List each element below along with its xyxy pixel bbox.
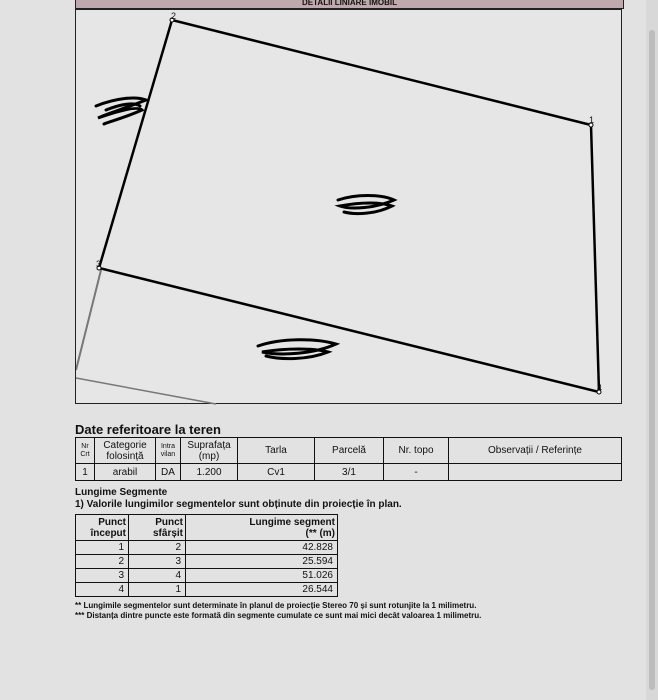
- col-length: [186, 515, 338, 541]
- redaction-scribble-bottom: [258, 340, 336, 359]
- col-suprafata: [181, 438, 238, 464]
- land-data-table: [75, 437, 622, 481]
- redaction-scribble-center: [338, 196, 394, 214]
- vertical-scrollbar[interactable]: [646, 0, 658, 700]
- cell-end: 3: [129, 555, 186, 569]
- cell-parcela: 3/1: [315, 464, 384, 481]
- cell-suprafata: 1.200: [181, 464, 238, 481]
- cell-intravilan: DA: [156, 464, 181, 481]
- vertex-label-4: 4: [597, 383, 603, 393]
- cell-end: 1: [129, 583, 186, 597]
- table-header-row: [76, 438, 622, 464]
- cell-nr-crt: 1: [76, 464, 95, 481]
- table-row: [76, 464, 622, 481]
- vertex-label-3: 3: [96, 259, 102, 269]
- segments-title: Lungime Segmente: [75, 487, 168, 498]
- col-length-line1: Lungime segment: [249, 516, 335, 528]
- col-end-line1: Punct: [155, 516, 183, 528]
- col-intravilan: [156, 438, 181, 464]
- cell-tarla: Cv1: [238, 464, 315, 481]
- cell-end: 4: [129, 569, 186, 583]
- col-start-line1: Punct: [98, 516, 126, 528]
- col-nr-crt: [76, 438, 95, 464]
- cell-length: 25.594: [186, 555, 338, 569]
- col-parcela: Parcelă: [315, 438, 384, 464]
- col-intravilan-line1: Intra: [160, 442, 175, 450]
- section-header-title: DETALII LINIARE IMOBIL: [302, 0, 397, 7]
- table-header-row: [76, 515, 338, 541]
- vertex-label-1: 1: [589, 115, 595, 125]
- redaction-scribble-top-left: [96, 98, 146, 124]
- land-section-title: Date referitoare la teren: [75, 422, 221, 437]
- col-intravilan-line2: vilan: [160, 450, 176, 458]
- cell-length: 51.026: [186, 569, 338, 583]
- cell-categorie: arabil: [95, 464, 156, 481]
- table-row: [76, 583, 338, 597]
- table-row: [76, 541, 338, 555]
- cell-start: 1: [76, 541, 129, 555]
- col-end-line2: sfârșit: [152, 527, 183, 539]
- col-end-point: [129, 515, 186, 541]
- segments-section-title: [75, 487, 402, 511]
- neighbour-line-left: [76, 270, 101, 370]
- scrollbar-thumb[interactable]: [649, 30, 655, 690]
- col-categorie-line1: Categorie: [103, 439, 147, 451]
- col-categorie: [95, 438, 156, 464]
- section-header: [75, 0, 624, 9]
- cell-observatii: [449, 464, 622, 481]
- col-tarla: Tarla: [238, 438, 315, 464]
- vertex-label-2: 2: [171, 11, 177, 21]
- segments-subtitle: 1) Valorile lungimilor segmentelor sunt obținute din proiecție în plan.: [75, 499, 402, 510]
- col-start-point: [76, 515, 129, 541]
- col-nr-crt-line2: Crt: [80, 450, 90, 458]
- col-suprafata-line2: (mp): [198, 450, 220, 462]
- note-segment-rounding: ** Lungimile segmentelor sunt determinate în planul de proiecție Stereo 70 și sunt rotunjite la 1 milimetru.: [75, 601, 477, 610]
- col-suprafata-line1: Suprafața: [187, 439, 231, 451]
- col-observatii: Observații / Referințe: [449, 438, 622, 464]
- cell-start: 4: [76, 583, 129, 597]
- cell-nr-topo: -: [384, 464, 449, 481]
- col-categorie-line2: folosință: [106, 450, 144, 462]
- table-row: [76, 555, 338, 569]
- table-row: [76, 569, 338, 583]
- col-nr-topo: Nr. topo: [384, 438, 449, 464]
- col-start-line2: început: [90, 527, 126, 539]
- cell-end: 2: [129, 541, 186, 555]
- note-cumulated-segments: *** Distanța dintre puncte este formată din segmente cumulate ce sunt mai mici decât valoarea 1 milimetru.: [75, 611, 482, 620]
- col-nr-crt-line1: Nr: [81, 442, 89, 450]
- cell-start: 3: [76, 569, 129, 583]
- cell-length: 42.828: [186, 541, 338, 555]
- neighbour-line-bottom: [76, 378, 216, 404]
- parcel-plan: [75, 9, 622, 404]
- col-length-line2: (** (m): [305, 527, 335, 539]
- segments-table: [75, 514, 338, 597]
- parcel-plan-drawing: [76, 10, 623, 405]
- cell-start: 2: [76, 555, 129, 569]
- cell-length: 26.544: [186, 583, 338, 597]
